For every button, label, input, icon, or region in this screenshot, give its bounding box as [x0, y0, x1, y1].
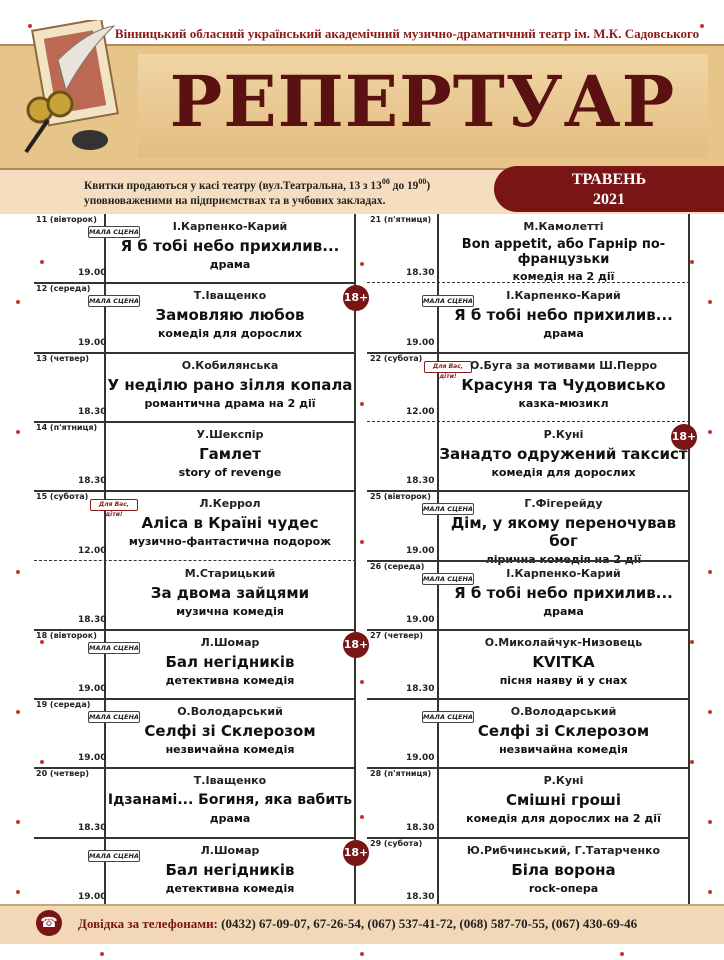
performance-date: 29 (субота) [370, 838, 423, 848]
play-author: О.Кобилянська [181, 358, 279, 372]
decor-dot [16, 710, 20, 714]
play-author: О.Миколайчук-Низовець [484, 635, 643, 649]
performance-time: 19.00 [406, 545, 435, 556]
performance-time: 19.00 [78, 753, 107, 764]
performance-date: 11 (вівторок) [36, 215, 97, 224]
decor-dot [16, 820, 20, 824]
performance-slot [106, 636, 354, 687]
performance-time: 12.00 [406, 406, 435, 417]
performance-date: 26 (середа) [370, 561, 425, 571]
age-restriction-badge: 18+ [343, 840, 369, 866]
performance-time: 12.00 [78, 545, 107, 556]
performance-slot [439, 428, 688, 479]
play-title: Селфі зі Склерозом [144, 722, 316, 741]
play-genre: комедія для дорослих на 2 дії [466, 812, 661, 826]
play-genre: story of revenge [178, 465, 282, 479]
play-title: Дім, у якому переночував бог [450, 514, 677, 551]
decor-dot [690, 760, 694, 764]
play-author: Ю.Рибчинський, Г.Татарченко [466, 843, 661, 857]
performance-slot [106, 289, 354, 340]
play-genre: казка-мюзикл [518, 396, 609, 410]
play-title: Аліса в Країні чудес [141, 514, 319, 533]
performance-date: 19 (середа) [36, 700, 91, 710]
decor-dot [620, 952, 624, 956]
small-stage-badge: МАЛА СЦЕНА [89, 643, 139, 652]
small-stage-badge: МАЛА СЦЕНА [423, 574, 473, 583]
decor-dot [708, 430, 712, 434]
small-stage-badge: МАЛА СЦЕНА [89, 851, 139, 860]
row-divider [367, 698, 690, 700]
theatre-name: Вінницький обласний український академічний музично-драматичний театр ім. М.К. Садовського [114, 26, 700, 41]
play-title: Ідзанамі... Богиня, яка вабить [107, 792, 353, 809]
row-divider [34, 837, 356, 839]
performance-slot [439, 220, 688, 283]
performance-time: 18.30 [78, 406, 107, 417]
small-stage-badge: МАЛА СЦЕНА [89, 713, 139, 722]
performance-date: 20 (четвер) [36, 769, 89, 779]
play-genre: драма [543, 604, 584, 618]
play-author: Л.Керрол [199, 497, 261, 511]
age-restriction-badge: 18+ [671, 424, 697, 450]
play-author: Л.Шомар [200, 843, 260, 857]
decor-dot [40, 260, 44, 264]
play-genre: детективна комедія [165, 673, 295, 687]
play-genre: rock-опера [528, 881, 599, 895]
performance-slot [439, 289, 688, 340]
page-title: РЕПЕРТУАР [169, 60, 676, 143]
play-genre: незвичайна комедія [499, 743, 628, 757]
decor-dot [690, 640, 694, 644]
play-genre: драма [209, 258, 251, 271]
performance-time: 19.00 [406, 753, 435, 764]
performance-time: 19.00 [78, 268, 107, 279]
decor-dot [690, 260, 694, 264]
play-title: Біла ворона [511, 860, 616, 879]
play-author: Г.Фігерейду [524, 497, 603, 511]
row-divider-dashed [367, 421, 690, 422]
small-stage-badge: МАЛА СЦЕНА [89, 228, 139, 236]
performance-time: 18.30 [406, 268, 435, 279]
performance-slot [106, 428, 354, 479]
play-author: У.Шекспір [196, 427, 264, 441]
phone-icon: ☎ [36, 910, 62, 936]
performance-slot [439, 636, 688, 687]
small-stage-badge: МАЛА СЦЕНА [89, 297, 139, 306]
performance-time: 18.30 [78, 822, 107, 833]
performance-time: 18.30 [406, 892, 435, 902]
month-label: ТРАВЕНЬ [571, 171, 647, 188]
decor-dot [40, 760, 44, 764]
play-author: М.Камолетті [523, 220, 604, 233]
play-title: Я б тобі небо прихилив... [120, 237, 340, 255]
play-title: Гамлет [199, 444, 261, 463]
age-restriction-badge: 18+ [343, 285, 369, 311]
play-author: І.Карпенко-Карий [172, 220, 288, 233]
decor-dot [360, 952, 364, 956]
row-divider-dashed [34, 560, 356, 561]
play-genre: романтична драма на 2 дії [144, 396, 316, 410]
play-genre: драма [543, 327, 584, 341]
decor-dot [16, 430, 20, 434]
performance-slot [439, 359, 688, 410]
small-stage-badge: МАЛА СЦЕНА [423, 297, 473, 306]
decor-dot [708, 300, 712, 304]
footer-contacts: Довідка за телефонами: (0432) 67-09-07, 67-26-54, (067) 537-41-72, (068) 587-70-55, (067) 430-69-46 [78, 916, 638, 931]
decor-dot [360, 402, 364, 406]
decor-dot [360, 262, 364, 266]
play-title: KVITKA [532, 652, 595, 671]
play-author: І.Карпенко-Карий [506, 289, 621, 303]
play-title: Бал негідників [165, 652, 295, 671]
performance-time: 19.00 [78, 892, 107, 902]
small-stage-badge: МАЛА СЦЕНА [423, 713, 473, 722]
performance-date: 21 (п'ятниця) [370, 215, 432, 224]
tickets-info: Квитки продаються у касі театру (вул.Театральна, 13 з $13^{00}$ до $19^{00}$) уповноваженими на підприємствах та в учбових закладах. [84, 177, 431, 207]
decor-dot [360, 680, 364, 684]
performance-slot [106, 359, 354, 410]
decor-dot [360, 540, 364, 544]
decor-dot [360, 815, 364, 819]
play-genre: комедія для дорослих [157, 327, 303, 341]
play-author: Т.Іващенко [193, 774, 267, 788]
performance-date: 25 (вівторок) [370, 492, 431, 502]
performance-date: 27 (четвер) [370, 630, 423, 640]
performance-date: 12 (середа) [36, 284, 91, 294]
play-author: О.Буга за мотивами Ш.Перро [469, 358, 657, 372]
decor-dot [708, 820, 712, 824]
performance-time: 18.30 [406, 684, 435, 695]
play-genre: детективна комедія [165, 881, 295, 895]
play-title: Красуня та Чудовисько [461, 375, 666, 394]
age-restriction-badge: 18+ [343, 632, 369, 658]
performance-time: 19.00 [406, 337, 435, 348]
performance-slot [106, 220, 354, 271]
month-badge [494, 166, 724, 212]
decor-dot [16, 570, 20, 574]
performance-date: 15 (субота) [36, 492, 89, 502]
play-author: Т.Іващенко [193, 289, 267, 303]
performance-time: 19.00 [78, 337, 107, 348]
play-genre: пісня наяву й у снах [499, 673, 628, 687]
play-title: Я б тобі небо прихилив... [454, 306, 673, 325]
play-title: Бал негідників [165, 860, 295, 879]
performance-date: 14 (п'ятниця) [36, 422, 98, 432]
performance-slot [106, 844, 354, 895]
play-title: Bon appetit, або Гарнір по-французьки [461, 237, 666, 267]
decor-dot [708, 710, 712, 714]
decor-dot [40, 640, 44, 644]
performance-slot [439, 497, 688, 566]
play-title: За двома зайцями [150, 583, 310, 602]
performance-slot [439, 705, 688, 756]
performance-slot [106, 567, 354, 618]
play-title: Я б тобі небо прихилив... [454, 583, 673, 602]
performance-time: 18.30 [406, 476, 435, 487]
kids-badge: Для Вас, діти! [90, 499, 138, 511]
play-genre: музична комедія [176, 604, 284, 618]
performance-date: 18 (вівторок) [36, 630, 97, 640]
play-title: Смішні гроші [505, 791, 622, 810]
performance-date: 22 (субота) [370, 353, 423, 363]
performance-time: 18.30 [78, 476, 107, 487]
play-genre: музично-фантастична подорож [128, 535, 332, 549]
decor-dot [708, 890, 712, 894]
play-author: О.Володарський [177, 705, 283, 719]
performance-time: 19.00 [406, 614, 435, 625]
small-stage-badge: МАЛА СЦЕНА [423, 505, 473, 514]
performance-time: 18.30 [406, 822, 435, 833]
decor-dot [16, 300, 20, 304]
play-genre: драма [209, 812, 251, 826]
performance-slot [106, 705, 354, 756]
play-title: Занадто одружений таксист [439, 444, 688, 463]
row-divider-dashed [367, 282, 690, 283]
play-genre: незвичайна комедія [165, 743, 295, 757]
play-author: Л.Шомар [200, 635, 260, 649]
performance-slot [106, 497, 354, 548]
decor-dot [100, 952, 104, 956]
play-author: О.Володарський [510, 705, 617, 719]
performance-slot [106, 774, 354, 825]
performance-date: 28 (п'ятниця) [370, 769, 432, 779]
play-title: У неділю рано зілля копала [107, 375, 353, 394]
decor-dot [16, 890, 20, 894]
play-author: Р.Куні [543, 427, 584, 441]
play-genre: комедія на 2 дії [512, 270, 615, 283]
performance-time: 18.30 [78, 614, 107, 625]
play-title: Селфі зі Склерозом [477, 722, 650, 741]
play-author: Р.Куні [543, 774, 584, 788]
decor-dot [708, 570, 712, 574]
performance-slot [439, 567, 688, 618]
play-title: Замовляю любов [155, 306, 305, 325]
performance-slot [439, 844, 688, 895]
play-genre: комедія для дорослих [491, 465, 636, 479]
theatre-mask-logo-icon [18, 20, 122, 160]
performance-slot [439, 774, 688, 825]
performance-date: 13 (четвер) [36, 353, 89, 363]
play-author: І.Карпенко-Карий [506, 566, 621, 580]
year-label: 2021 [593, 191, 625, 208]
kids-badge: Для Вас, діти! [424, 361, 472, 373]
play-author: М.Старицький [184, 566, 276, 580]
performance-time: 19.00 [78, 684, 107, 695]
